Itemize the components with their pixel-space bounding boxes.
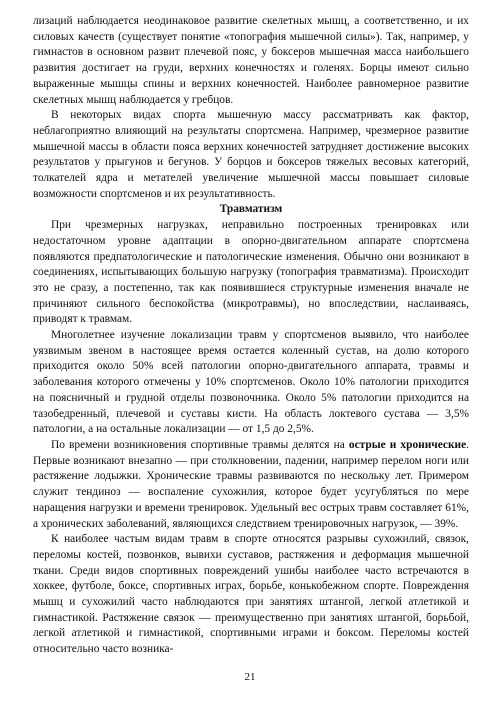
paragraph-muscle-topography: лизаций наблюдается неодинаковое развитие скелетных мышц, а соответственно, и их силовых качеств (существует понятие «топография мышечной силы»). Так, например, у гимнастов в основном развит плечевой пояс, у боксеров мышечная масса наибольшего развития достигает на груди, верхних конечностях и голенях. Борцы имеют сильно выраженные мышцы спины и верхних конечностей. Наиболее равномерное развитие скелетных мышц наблюдается у гребцов. [33,15,469,106]
paragraph-injury-localization: Многолетнее изучение локализации травм у спортсменов выявило, что наиболее уязвимым звеном в настоящее время остается коленный сустав, на долю которого приходится около 50% всей патологии опорно-двигательного аппарата, травмы и заболевания которого отмечены у 10% спортсменов. Около 10% патологии приходится на поясничный и грудной отделы позвоночника. Около 5% патологии приходится на тазобедренный, плечевой и суставы кисти. На область локтевого сустава — 3,5% патологии, а на остальные локализации — от 1,5 до 2,5%. [33,329,469,436]
acute-chronic-text-before: По времени возникновения спортивные травмы делятся на [51,438,349,451]
acute-chronic-emphasis: острые и хронические [348,438,467,451]
document-page [33,14,469,658]
acute-chronic-text-after: . Первые возникают внезапно — при столкновении, падении, например перелом ноги или растяжение лодыжки. Хронические травмы развиваются по нескольку лет. Примером служит тендиноз — воспаление сухожилия, которое будет усугубляться по мере наращения нагрузки и времени тренировок. Удельный вес острых травм составляет 61%, а хронических заболеваний, являющихся следствием тренировочных нагрузок, — 39%. [33,438,469,530]
paragraph-acute-chronic [33,438,469,532]
paragraph-overload-changes: При чрезмерных нагрузках, неправильно построенных тренировках или недостаточном уровне адаптации в опорно-двигательном аппарате спортсмена появляются предпатологические и патологические изменения. Обычно они возникают в соединениях, испытывающих большую нагрузку (топография травматизма). Происходит это не сразу, а постепенно, так как появившиеся структурные изменения вначале не причиняют сильного беспокойства (микротравмы), но впоследствии, наслаиваясь, приводят к травмам. [33,219,469,326]
section-heading: Травматизм [219,203,283,216]
paragraph-muscle-mass-factor: В некоторых видах спорта мышечную массу рассматривать как фактор, неблагоприятно влияющий на результаты спортсмена. Например, чрезмерное развитие мышечной массы в области пояса верхних конечностей затрудняет достижение высоких результатов у прыгунов и бегунов. У борцов и боксеров тяжелых весовых категорий, толкателей ядра и метателей увеличение мышечной массы повышает силовые возможности спортсменов и их результативность. [33,109,469,200]
page-number: 21 [244,671,256,683]
paragraph-injury-types: К наиболее частым видам травм в спорте относятся разрывы сухожилий, связок, переломы костей, позвонков, вывихи суставов, растяжения и деформация мышечной ткани. Среди видов спортивных повреждений ушибы наиболее часто встречаются в хоккее, футболе, боксе, спортивных играх, борьбе, конькобежном спорте. Повреждения мышц и сухожилий часто наблюдаются при занятиях штангой, легкой атлетикой и гимнастикой. Растяжение связок — преимущественно при занятиях штангой, борьбой, легкой атлетикой и гимнастикой, спортивными играми и боксом. Переломы костей относительно часто возника- [33,533,469,656]
